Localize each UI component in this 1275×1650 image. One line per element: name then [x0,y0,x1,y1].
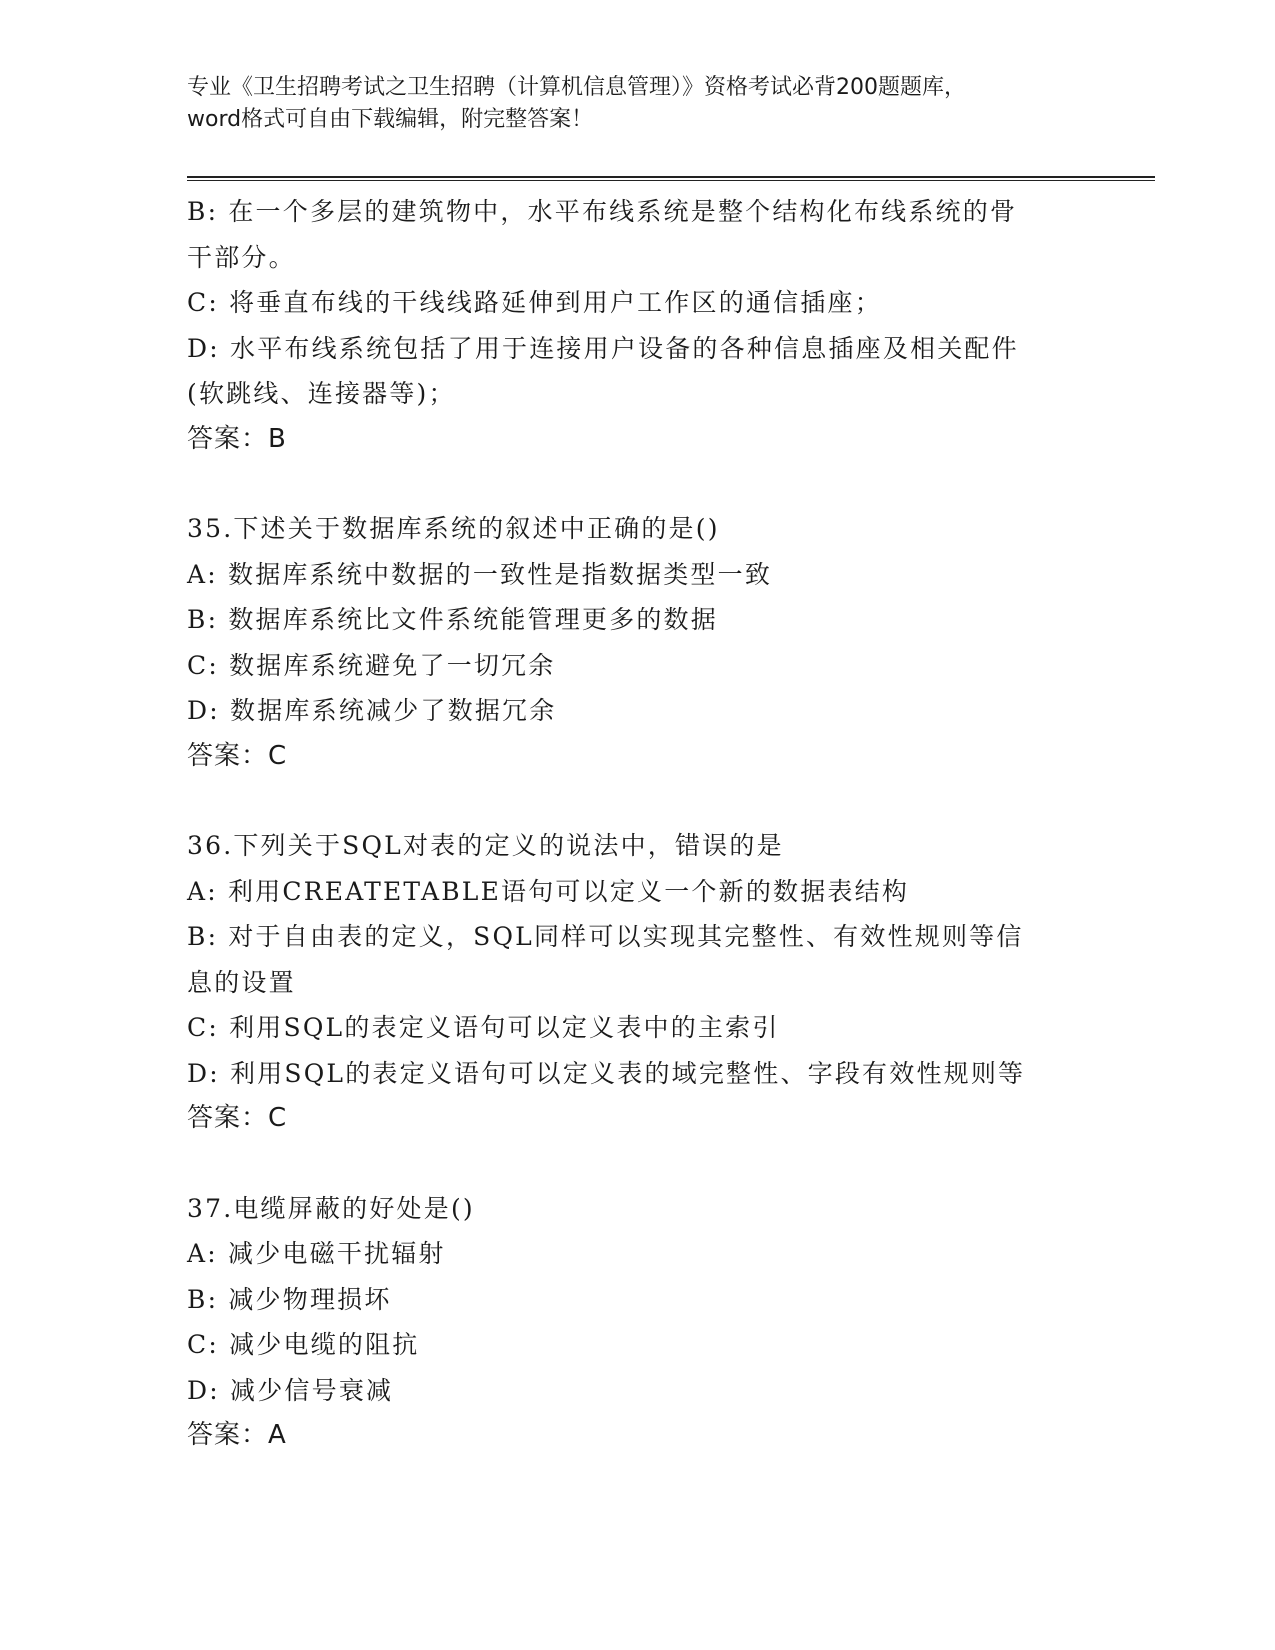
question-34-block [187,189,1087,462]
question-35-block [187,506,1087,779]
question-text: 36.下列关于SQL对表的定义的说法中，错误的是 [187,831,784,860]
option-b: B: 数据库系统比文件系统能管理更多的数据 [187,605,718,634]
option-a: A: 利用CREATETABLE语句可以定义一个新的数据表结构 [187,876,910,906]
option-b: B: 在一个多层的建筑物中，水平布线系统是整个结构化布线系统的骨 [187,197,1018,226]
option-b-continued: 息的设置 [187,967,296,997]
option-b-continued: 干部分。 [187,242,296,272]
question-list [187,189,1087,1459]
question-36-block [187,823,1087,1142]
option-d: D: 减少信号衰减 [187,1375,394,1405]
option-a: A: 数据库系统中数据的一致性是指数据类型一致 [187,559,773,589]
option-d: D: 数据库系统减少了数据冗余 [187,696,557,725]
header-title-line2: word格式可自由下载编辑，附完整答案！ [187,107,594,132]
answer: 答案：C [187,1103,288,1133]
header-divider [187,176,1155,181]
question-37-block [187,1186,1087,1459]
question-text: 37.电缆屏蔽的好处是() [187,1193,475,1223]
option-d-continued: (软跳线、连接器等)； [187,379,456,408]
answer: 答案：A [187,1420,287,1450]
option-c: C: 数据库系统避免了一切冗余 [187,650,556,680]
header-title-line1: 专业《卫生招聘考试之卫生招聘（计算机信息管理）》资格考试必背200题题库， [187,75,966,100]
option-a: A: 减少电磁干扰辐射 [187,1239,446,1268]
page-header [187,72,1087,136]
answer: 答案：C [187,740,288,771]
option-b: B: 减少物理损坏 [187,1284,392,1314]
spacer [187,779,1087,823]
option-c: C: 利用SQL的表定义语句可以定义表中的主索引 [187,1013,780,1042]
spacer [187,462,1087,506]
option-d: D: 水平布线系统包括了用于连接用户设备的各种信息插座及相关配件 [187,333,1019,363]
option-d: D: 利用SQL的表定义语句可以定义表的域完整性、字段有效性规则等 [187,1058,1026,1088]
option-c: C: 将垂直布线的干线线路延伸到用户工作区的通信插座； [187,288,882,317]
question-text: 35.下述关于数据库系统的叙述中正确的是() [187,514,720,543]
spacer [187,1142,1087,1186]
answer: 答案：B [187,423,287,454]
option-b: B: 对于自由表的定义，SQL同样可以实现其完整性、有效性规则等信 [187,922,1024,951]
option-c: C: 减少电缆的阻抗 [187,1330,420,1359]
